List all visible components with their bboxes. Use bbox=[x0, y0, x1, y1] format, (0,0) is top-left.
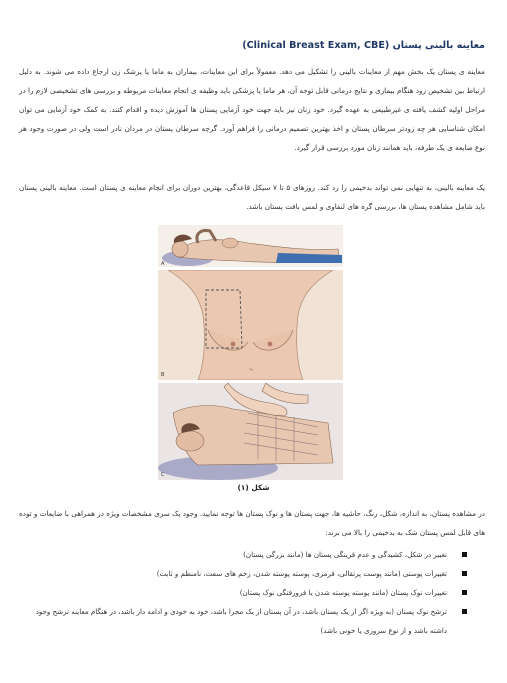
figure-panel-c bbox=[158, 383, 343, 480]
panel-b-letter: B bbox=[161, 372, 165, 378]
section-title: معاینه بالینی پستان (Clinical Breast Exam, CBE) bbox=[242, 40, 485, 51]
list-item-text: تغییرات نوک پستان (مانند پوسته پوسته شدن یا فرورفتگی نوک پستان) bbox=[239, 588, 447, 597]
figure-panel-b bbox=[158, 270, 343, 380]
paragraph-timing: یک معاینه بالینی، به تنهایی نمی تواند بدخیمی را رد کند. روزهای ۵ تا ۷ سیکل قاعدگی، بهترین دوران برای انجام معاینه ی پستان است. معاینه بالینی پستان باید شامل مشاهده پستان ها، بررسی گره های لنفاوی و لمس بافت پستان باشد. bbox=[19, 183, 485, 211]
panel-a-letter: A bbox=[161, 261, 165, 267]
square-bullet-icon bbox=[462, 609, 467, 614]
square-bullet-icon bbox=[462, 552, 467, 557]
malignancy-signs-list bbox=[27, 545, 467, 640]
list-item bbox=[27, 545, 467, 564]
list-item-text: ترشح نوک پستان (به ویژه اگر از یک پستان باشد، در آن پستان از یک مجرا باشد، خود به خودی و ادامه دار باشد، در هنگام معاینه ترشح وجود داشته باشد و از نوع سروزی یا خونی باشد) bbox=[35, 607, 447, 635]
list-item bbox=[27, 583, 467, 602]
list-item bbox=[27, 564, 467, 583]
list-item bbox=[27, 602, 467, 640]
figure-caption: شکل (۱) bbox=[237, 483, 270, 492]
paragraph-observation: در مشاهده پستان، به اندازه، شکل، رنگ، حاشیه ها، جهت پستان ها و نوک پستان ها توجه نمایید. وجود یک سری مشخصات ویژه در همراهی با ضایعات و توده های قابل لمس پستان شک به بدخیمی را بالا می برند: bbox=[19, 509, 485, 537]
list-item-text: تغییر در شکل، کشیدگی و عدم قرینگی پستان ها (مانند بزرگی پستان) bbox=[243, 550, 447, 559]
square-bullet-icon bbox=[462, 571, 467, 576]
figure-panel-a bbox=[158, 225, 343, 267]
paragraph-intro: معاینه ی پستان یک بخش مهم از معاینات بالینی را تشکیل می دهد. معمولاً برای این معاینات، بیماران به ماما یا پزشک زن ارجاع داده می شوند. به دلیل ارتباط بین تشخیص زود هنگام بیماری و نتایج درمانی قابل توجه آن، هر ماما یا پزشکی باید وظیفه ی انجام معاینات مربوطه و بررسی های تشخیصی لازم را در مراحل اولیه کشف یافته ی غیرطبیعی به عهده گیرد. خود زنان نیز باید جهت خود آزمایی پستان ها آموزش دیده و اقدام کنند. به کمک خود آزمایی می توان امکان شناسایی هر چه زودتر سرطان پستان و اخذ بهترین تصمیم درمانی را فراهم آورد. گرچه سرطان پستان در مردان نادر است ولی در صورت وجود هر نوع ضایعه ی یک طرفه، باید همانند زنان مورد بررسی قرار گیرد. bbox=[19, 67, 485, 152]
list-item-text: تغییرات پوستی (مانند پوست پرتقالی، قرمزی، پوسته پوسته شدن، زخم های سفت، نامنظم و ثابت) bbox=[156, 569, 447, 578]
square-bullet-icon bbox=[462, 590, 467, 595]
panel-c-letter: C bbox=[161, 472, 165, 478]
breast-exam-figure bbox=[158, 225, 343, 480]
